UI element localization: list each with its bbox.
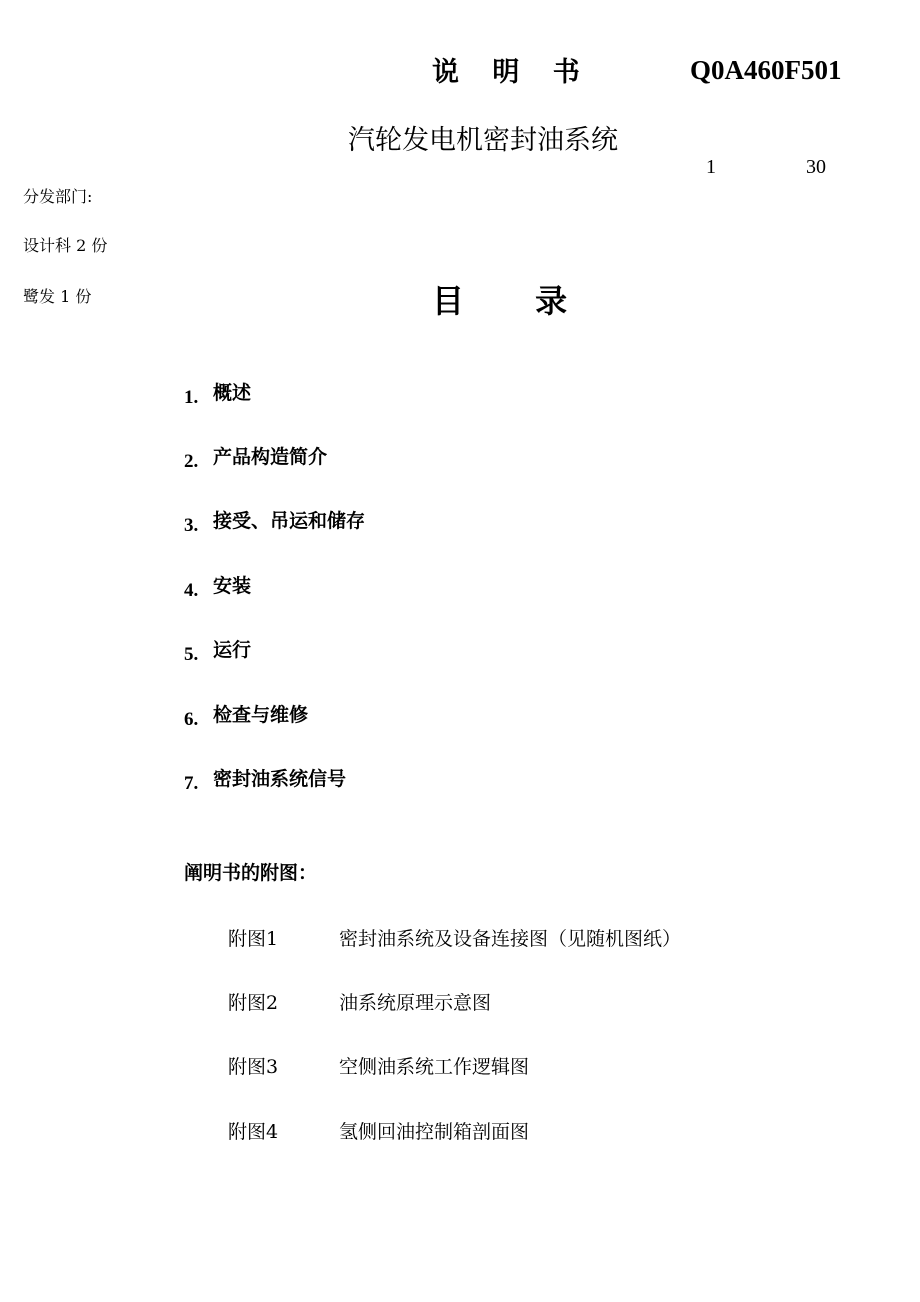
figure-description: 油系统原理示意图 — [339, 992, 492, 1014]
toc-item-number: 1. — [184, 387, 199, 408]
toc-item — [184, 700, 308, 731]
toc-item-number: 6. — [184, 709, 199, 730]
toc-item-label: 接受、吊运和储存 — [213, 510, 366, 532]
figure-label: 附图4 — [228, 1121, 279, 1143]
toc-item-label: 运行 — [213, 639, 252, 661]
toc-item — [184, 506, 365, 537]
figure-label: 附图3 — [228, 1056, 279, 1078]
document-code: Q0A460F501 — [690, 55, 842, 85]
toc-title: 目 录 — [432, 282, 598, 320]
toc-item-label: 安装 — [213, 575, 252, 597]
toc-item-number: 7. — [184, 773, 199, 794]
figure-description: 氢侧回油控制箱剖面图 — [339, 1121, 530, 1143]
toc-item-number: 4. — [184, 580, 199, 601]
page-number-total: 30 — [806, 156, 826, 178]
toc-item — [184, 378, 251, 409]
figure-description: 密封油系统及设备连接图（见随机图纸） — [339, 928, 682, 950]
toc-item — [184, 571, 251, 602]
figure-description: 空侧油系统工作逻辑图 — [339, 1056, 530, 1078]
distribution-item: 鹭发 1 份 — [23, 287, 92, 306]
figure-label: 附图2 — [228, 992, 279, 1014]
distribution-item: 设计科 2 份 — [23, 236, 108, 255]
toc-item — [184, 764, 346, 795]
distribution-label: 分发部门: — [23, 187, 93, 206]
page-number-current: 1 — [706, 156, 716, 178]
toc-item-number: 2. — [184, 451, 199, 472]
toc-item-label: 密封油系统信号 — [213, 768, 347, 790]
figures-heading: 阐明书的附图： — [184, 862, 318, 884]
toc-item — [184, 442, 327, 473]
document-type-title: 说 明 书 — [432, 57, 592, 88]
toc-item-number: 5. — [184, 644, 199, 665]
figure-label: 附图1 — [228, 928, 279, 950]
toc-item — [184, 635, 251, 666]
document-subtitle: 汽轮发电机密封油系统 — [348, 125, 618, 156]
toc-item-label: 概述 — [213, 382, 252, 404]
toc-item-label: 检查与维修 — [213, 704, 309, 726]
toc-item-number: 3. — [184, 515, 199, 536]
toc-item-label: 产品构造简介 — [213, 446, 328, 468]
